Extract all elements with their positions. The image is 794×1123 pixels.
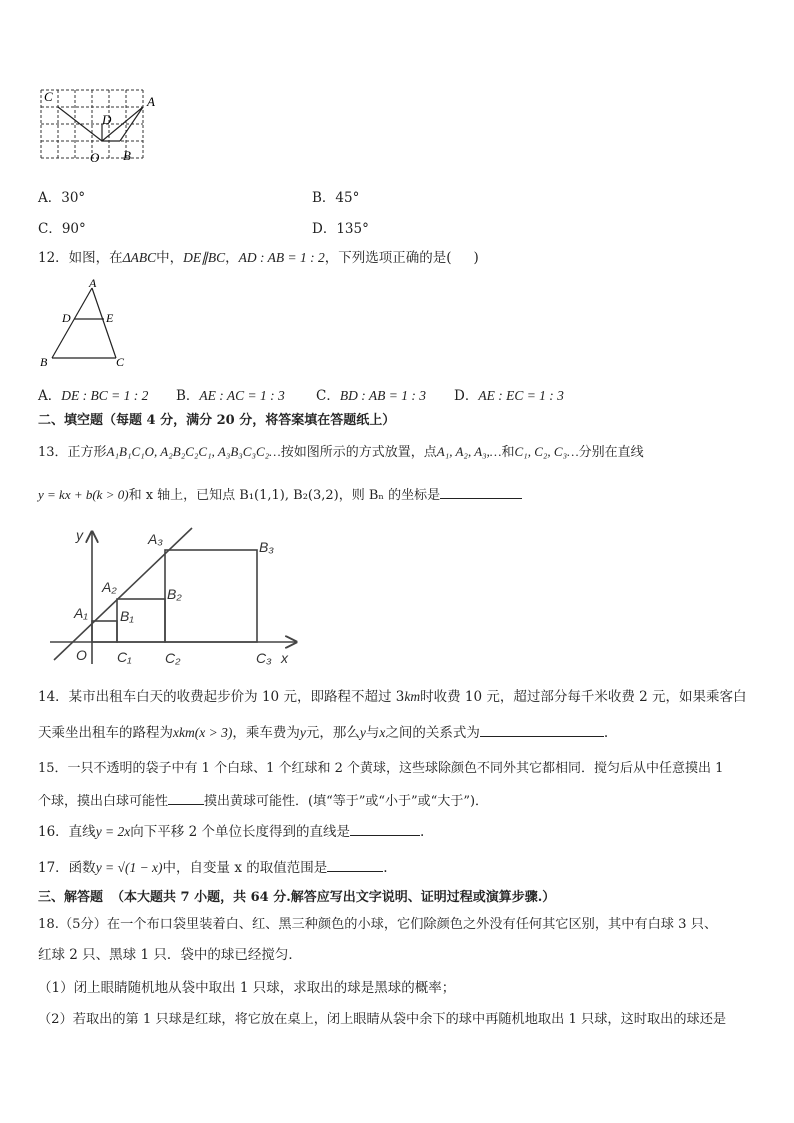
q14-line-1: 14．某市出租车白天的收费起步价为 10 元，即路程不超过 3km时收费 10 元，超过部分每千米收费 2 元，如果乘客白	[38, 689, 747, 705]
fig13-label-C2: C₂	[165, 650, 181, 666]
q18-line-1: 18.（5分）在一个布口袋里装着白、红、黑三种颜色的小球，它们除颜色之外没有任何其它区别，其中有白球 3 只、	[38, 917, 718, 932]
fig13-label-B1: B₁	[120, 608, 134, 624]
tri-label-A: A	[89, 278, 97, 290]
section-3-heading: 三、解答题 （本大题共 7 小题，共 64 分.解答应写出文字说明、证明过程或演算步骤.）	[38, 890, 556, 905]
q14-answer-blank[interactable]	[480, 722, 604, 737]
q18-part-2: （2）若取出的第 1 只球是红球，将它放在桌上，闭上眼睛从袋中余下的球中再随机地取出 1 只球，这时取出的球还是	[38, 1012, 727, 1027]
tri-label-D: D	[62, 311, 71, 325]
q16-line: 16．直线y = 2x向下平移 2 个单位长度得到的直线是 .	[38, 821, 424, 841]
section-2-heading: 二、填空题（每题 4 分，满分 20 分，将答案填在答题纸上）	[38, 413, 396, 428]
tri-label-E: E	[106, 311, 114, 325]
q13-line-1: 13．正方形A₁B₁C₁O, A₂B₂C₂C₁, A₃B₃C₃C₂…按如图所示的方式放置，点A₁, A₂, A₃,…和C₁, C₂, C₃…分别在直线	[38, 444, 644, 460]
triangle-figure	[36, 278, 136, 370]
q12-option-a: A．DE : BC = 1 : 2	[38, 388, 149, 404]
fig13-label-C1: C₁	[117, 649, 132, 665]
squares-figure	[44, 524, 304, 674]
label-C: C	[44, 89, 53, 104]
fig13-label-x: x	[281, 650, 288, 666]
label-A: A	[147, 94, 155, 109]
q11-option-a: A．30°	[38, 190, 86, 206]
fig13-label-O: O	[76, 647, 87, 663]
q12-stem: 12．如图，在ΔABC中，DE∥BC，AD : AB = 1 : 2，下列选项正确的是( )	[38, 250, 479, 266]
q12-option-d: D．AE : EC = 1 : 3	[454, 388, 564, 404]
fig13-label-C3: C₃	[256, 650, 272, 666]
q11-option-b: B．45°	[312, 190, 360, 206]
q17-line: 17．函数y = √(1 − x)中，自变量 x 的取值范围是 .	[38, 857, 388, 877]
label-B: B	[123, 148, 131, 163]
q12-option-b: B．AE : AC = 1 : 3	[176, 388, 285, 404]
q15-line-2: 个球，摸出白球可能性 摸出黄球可能性．(填“等于”或“小于”或“大于”)．	[38, 790, 488, 811]
q11-option-d: D．135°	[312, 221, 369, 237]
q14-line-2: 天乘坐出租车的路程为xkm(x > 3)，乘车费为y元，那么y与x之间的关系式为 .	[38, 722, 608, 742]
grid-figure	[36, 86, 166, 168]
label-D: D	[102, 112, 112, 127]
q13-line-2: y = kx + b(k > 0)和 x 轴上，已知点 B₁(1,1), B₂(3,2)，则 Bₙ 的坐标是	[38, 484, 522, 505]
q16-answer-blank[interactable]	[350, 821, 420, 836]
fig13-label-B3: B₃	[259, 539, 274, 555]
q13-answer-blank[interactable]	[440, 484, 522, 499]
fig13-label-B2: B₂	[167, 586, 182, 602]
q18-line-2: 红球 2 只、黑球 1 只．袋中的球已经搅匀．	[38, 947, 302, 963]
label-O: O	[90, 150, 100, 165]
fig13-label-A2: A₂	[102, 579, 117, 595]
q11-option-c: C．90°	[38, 221, 86, 237]
q17-answer-blank[interactable]	[327, 857, 383, 872]
tri-label-B: B	[40, 355, 48, 369]
q12-option-c: C．BD : AB = 1 : 3	[316, 388, 426, 404]
q15-answer-blank[interactable]	[168, 790, 204, 805]
q18-part-1: （1）闭上眼睛随机地从袋中取出 1 只球，求取出的球是黑球的概率；	[38, 980, 456, 996]
fig13-label-A3: A₃	[148, 531, 163, 547]
tri-label-C: C	[116, 355, 125, 369]
q15-line-1: 15．一只不透明的袋子中有 1 个白球、1 个红球和 2 个黄球，这些球除颜色不同外其它都相同．搅匀后从中任意摸出 1	[38, 761, 724, 776]
fig13-label-A1: A₁	[74, 605, 88, 621]
fig13-label-y: y	[76, 527, 83, 543]
